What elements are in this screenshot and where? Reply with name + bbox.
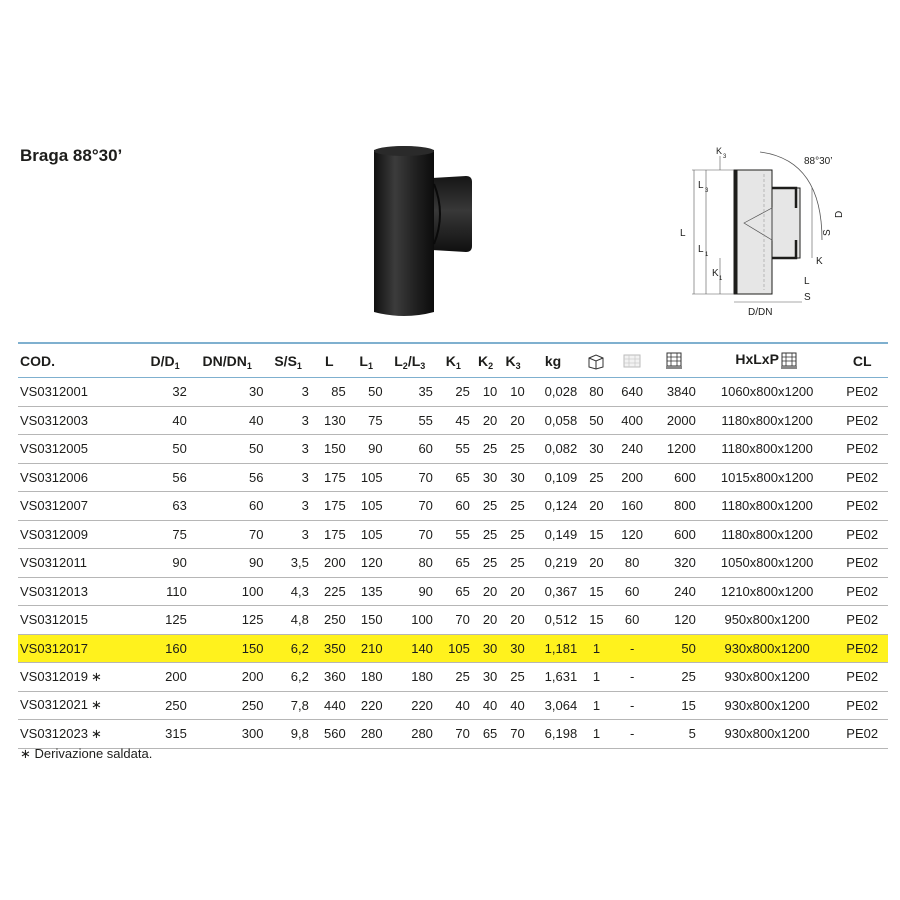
- table-cell: -: [614, 663, 651, 692]
- table-cell: 0,149: [527, 520, 579, 549]
- table-cell: 55: [435, 435, 472, 464]
- table-cell: 200: [311, 549, 348, 578]
- table-cell: 30: [189, 378, 266, 407]
- table-cell: 30: [499, 634, 526, 663]
- table-cell: 4,8: [265, 606, 310, 635]
- column-header: CL: [836, 343, 888, 378]
- welded-branch-mark: ∗: [90, 668, 102, 684]
- table-cell: 25: [472, 520, 499, 549]
- d-dn-label: D/DN: [748, 307, 773, 318]
- svg-text:S: S: [804, 292, 811, 303]
- table-cell: 15: [579, 520, 613, 549]
- svg-text:1: 1: [719, 276, 723, 282]
- table-cell: 1: [579, 691, 613, 720]
- pipe-tee-photo: [360, 140, 480, 320]
- table-cell: 0,058: [527, 406, 579, 435]
- table-cell: 105: [348, 463, 385, 492]
- table-cell: PE02: [836, 378, 888, 407]
- table-cell: PE02: [836, 492, 888, 521]
- table-cell: 1: [579, 720, 613, 749]
- table-cell: 60: [614, 606, 651, 635]
- table-cell: PE02: [836, 634, 888, 663]
- table-cell: 70: [385, 520, 435, 549]
- l-label: L: [680, 228, 686, 239]
- table-cell: 70: [435, 606, 472, 635]
- table-cell: 50: [348, 378, 385, 407]
- box-icon: [586, 352, 606, 370]
- table-cell: 105: [348, 520, 385, 549]
- table-cell: 70: [189, 520, 266, 549]
- table-cell: PE02: [836, 549, 888, 578]
- column-header: $D/D_1$: [141, 343, 189, 378]
- table-cell: 240: [614, 435, 651, 464]
- table-cell: 225: [311, 577, 348, 606]
- column-header: [651, 343, 698, 378]
- table-cell: PE02: [836, 520, 888, 549]
- table-cell: 105: [348, 492, 385, 521]
- table-cell: 65: [435, 463, 472, 492]
- table-cell: 40: [435, 691, 472, 720]
- footnote: [20, 746, 152, 762]
- table-cell: 50: [651, 634, 698, 663]
- svg-text:3: 3: [705, 188, 709, 194]
- welded-branch-mark: ∗: [90, 725, 102, 741]
- table-cell: 0,512: [527, 606, 579, 635]
- table-cell: VS0312021 ∗: [18, 691, 141, 720]
- table-cell: 25: [472, 492, 499, 521]
- table-cell: 40: [189, 406, 266, 435]
- table-cell: 3: [265, 435, 310, 464]
- table-cell: 70: [385, 492, 435, 521]
- table-cell: 3: [265, 492, 310, 521]
- table-cell: 1,631: [527, 663, 579, 692]
- table-cell: 50: [579, 406, 613, 435]
- table-cell: 350: [311, 634, 348, 663]
- table-cell: 5: [651, 720, 698, 749]
- table-cell: PE02: [836, 435, 888, 464]
- table-cell: 56: [189, 463, 266, 492]
- table-cell: 50: [189, 435, 266, 464]
- table-cell: 175: [311, 520, 348, 549]
- table-cell: 1210x800x1200: [698, 577, 837, 606]
- table-cell: 640: [614, 378, 651, 407]
- table-cell: 85: [311, 378, 348, 407]
- table-cell: 250: [311, 606, 348, 635]
- table-cell: 440: [311, 691, 348, 720]
- column-header: $S/S_1$: [265, 343, 310, 378]
- column-header: HxLxP: [698, 343, 837, 378]
- column-header: L: [311, 343, 348, 378]
- table-cell: 20: [499, 606, 526, 635]
- table-cell: 1060x800x1200: [698, 378, 837, 407]
- table-cell: 1180x800x1200: [698, 520, 837, 549]
- table-cell: 140: [385, 634, 435, 663]
- table-cell: 800: [651, 492, 698, 521]
- svg-text:L: L: [698, 244, 704, 255]
- table-cell: 150: [189, 634, 266, 663]
- table-cell: 3: [265, 463, 310, 492]
- table-cell: 25: [499, 549, 526, 578]
- table-row: [18, 720, 888, 749]
- table-cell: 30: [472, 663, 499, 692]
- table-cell: 100: [189, 577, 266, 606]
- table-cell: 40: [141, 406, 189, 435]
- table-cell: 60: [385, 435, 435, 464]
- table-cell: 1: [579, 634, 613, 663]
- table-cell: 120: [651, 606, 698, 635]
- table-cell: 30: [472, 463, 499, 492]
- table-cell: 20: [579, 492, 613, 521]
- table-cell: -: [614, 634, 651, 663]
- table-cell: 75: [348, 406, 385, 435]
- column-header: $K_3$: [499, 343, 526, 378]
- table-cell: 400: [614, 406, 651, 435]
- table-cell: 20: [472, 606, 499, 635]
- table-cell: 930x800x1200: [698, 663, 837, 692]
- footnote-star: ∗: [20, 746, 31, 761]
- table-cell: 1180x800x1200: [698, 406, 837, 435]
- table-cell: 200: [189, 663, 266, 692]
- table-cell: 100: [385, 606, 435, 635]
- table-cell: 120: [614, 520, 651, 549]
- table-cell: 20: [579, 549, 613, 578]
- table-cell: 60: [189, 492, 266, 521]
- column-header: $L_1$: [348, 343, 385, 378]
- table-cell: 90: [385, 577, 435, 606]
- table-cell: 55: [385, 406, 435, 435]
- table-cell: 0,219: [527, 549, 579, 578]
- table-cell: 320: [651, 549, 698, 578]
- table-cell: 3: [265, 378, 310, 407]
- table-cell: 175: [311, 463, 348, 492]
- table-cell: 125: [189, 606, 266, 635]
- table-cell: PE02: [836, 577, 888, 606]
- table-cell: 15: [579, 606, 613, 635]
- table-cell: 90: [348, 435, 385, 464]
- column-header: kg: [527, 343, 579, 378]
- table-cell: 4,3: [265, 577, 310, 606]
- column-header: [614, 343, 651, 378]
- table-cell: 25: [499, 520, 526, 549]
- svg-text:1: 1: [705, 252, 709, 258]
- table-cell: 3: [265, 520, 310, 549]
- table-cell: 125: [141, 606, 189, 635]
- table-cell: VS0312023 ∗: [18, 720, 141, 749]
- crate-icon: [622, 352, 642, 370]
- table-cell: 10: [499, 378, 526, 407]
- table-cell: VS0312019 ∗: [18, 663, 141, 692]
- table-cell: 180: [385, 663, 435, 692]
- table-cell: 120: [348, 549, 385, 578]
- table-cell: 240: [651, 577, 698, 606]
- table-cell: VS0312007: [18, 492, 141, 521]
- svg-text:K: K: [712, 268, 719, 279]
- spec-table: [18, 342, 888, 749]
- table-row: [18, 691, 888, 720]
- table-cell: 315: [141, 720, 189, 749]
- table-cell: 90: [141, 549, 189, 578]
- table-cell: 360: [311, 663, 348, 692]
- svg-text:S: S: [822, 229, 833, 236]
- table-cell: 280: [385, 720, 435, 749]
- table-cell: VS0312006: [18, 463, 141, 492]
- table-cell: 0,367: [527, 577, 579, 606]
- table-cell: 200: [614, 463, 651, 492]
- table-cell: 7,8: [265, 691, 310, 720]
- column-header: COD.: [18, 343, 141, 378]
- table-cell: 55: [435, 520, 472, 549]
- table-cell: 300: [189, 720, 266, 749]
- table-cell: VS0312011: [18, 549, 141, 578]
- table-cell: 30: [499, 463, 526, 492]
- table-cell: 9,8: [265, 720, 310, 749]
- table-cell: VS0312013: [18, 577, 141, 606]
- table-cell: 45: [435, 406, 472, 435]
- table-cell: 20: [472, 406, 499, 435]
- column-header: [579, 343, 613, 378]
- table-cell: 560: [311, 720, 348, 749]
- column-header: $L_2/L_3$: [385, 343, 435, 378]
- table-cell: 220: [348, 691, 385, 720]
- table-body: [18, 378, 888, 749]
- table-cell: 30: [579, 435, 613, 464]
- table-cell: 25: [499, 492, 526, 521]
- table-cell: 25: [435, 378, 472, 407]
- table-cell: PE02: [836, 720, 888, 749]
- welded-branch-mark: ∗: [90, 697, 102, 713]
- table-cell: 930x800x1200: [698, 634, 837, 663]
- table-row: [18, 406, 888, 435]
- table-cell: 1050x800x1200: [698, 549, 837, 578]
- table-cell: 70: [435, 720, 472, 749]
- table-cell: VS0312009: [18, 520, 141, 549]
- table-cell: 0,028: [527, 378, 579, 407]
- table-cell: 1: [579, 663, 613, 692]
- table-row: [18, 435, 888, 464]
- table-cell: 160: [614, 492, 651, 521]
- table-cell: 15: [579, 577, 613, 606]
- table-cell: VS0312001: [18, 378, 141, 407]
- table-cell: PE02: [836, 406, 888, 435]
- table-cell: PE02: [836, 691, 888, 720]
- table-cell: 130: [311, 406, 348, 435]
- table-cell: 950x800x1200: [698, 606, 837, 635]
- table-cell: 250: [189, 691, 266, 720]
- table-cell: 40: [499, 691, 526, 720]
- svg-text:L: L: [804, 276, 810, 287]
- table-row: [18, 549, 888, 578]
- table-cell: 25: [472, 435, 499, 464]
- angle-label: 88°30’: [804, 156, 833, 167]
- table-cell: 65: [435, 549, 472, 578]
- table-cell: 1015x800x1200: [698, 463, 837, 492]
- table-cell: 25: [472, 549, 499, 578]
- svg-text:D: D: [834, 210, 845, 218]
- table-cell: 250: [141, 691, 189, 720]
- table-cell: 63: [141, 492, 189, 521]
- table-cell: 20: [472, 577, 499, 606]
- table-cell: 6,2: [265, 663, 310, 692]
- table-cell: VS0312015: [18, 606, 141, 635]
- table-cell: 15: [651, 691, 698, 720]
- table-cell: -: [614, 691, 651, 720]
- table-cell: 20: [499, 406, 526, 435]
- table-cell: 220: [385, 691, 435, 720]
- column-header: $DN/DN_1$: [189, 343, 266, 378]
- table-cell: 32: [141, 378, 189, 407]
- table-row: [18, 378, 888, 407]
- table-cell: 160: [141, 634, 189, 663]
- table-cell: 65: [435, 577, 472, 606]
- table-cell: 200: [141, 663, 189, 692]
- column-header: $K_1$: [435, 343, 472, 378]
- table-header-row: [18, 343, 888, 378]
- table-cell: PE02: [836, 606, 888, 635]
- table-cell: 180: [348, 663, 385, 692]
- table-cell: 56: [141, 463, 189, 492]
- table-cell: 3840: [651, 378, 698, 407]
- table-cell: 50: [141, 435, 189, 464]
- table-row: [18, 577, 888, 606]
- table-cell: 40: [472, 691, 499, 720]
- table-row: [18, 463, 888, 492]
- pallet-icon: [664, 352, 684, 370]
- table-cell: -: [614, 720, 651, 749]
- page-title: Braga 88°30’: [20, 146, 123, 165]
- table-cell: 6,2: [265, 634, 310, 663]
- table-row: [18, 663, 888, 692]
- table-cell: 930x800x1200: [698, 720, 837, 749]
- table-cell: 10: [472, 378, 499, 407]
- footnote-text: Derivazione saldata.: [34, 746, 153, 761]
- table-cell: 600: [651, 520, 698, 549]
- table-cell: VS0312003: [18, 406, 141, 435]
- table-cell: 80: [614, 549, 651, 578]
- table-cell: 150: [311, 435, 348, 464]
- svg-text:K: K: [816, 256, 823, 267]
- table-cell: 25: [499, 663, 526, 692]
- table-cell: 6,198: [527, 720, 579, 749]
- svg-text:3: 3: [723, 154, 727, 160]
- table-cell: 0,082: [527, 435, 579, 464]
- table-cell: PE02: [836, 463, 888, 492]
- table-cell: 25: [435, 663, 472, 692]
- table-cell: 75: [141, 520, 189, 549]
- table-cell: 60: [614, 577, 651, 606]
- pallet-icon: [779, 352, 799, 370]
- table-cell: 60: [435, 492, 472, 521]
- table-cell: 175: [311, 492, 348, 521]
- table-cell: 0,109: [527, 463, 579, 492]
- table-cell: 210: [348, 634, 385, 663]
- table-cell: 930x800x1200: [698, 691, 837, 720]
- table-row: [18, 492, 888, 521]
- table-cell: 80: [579, 378, 613, 407]
- table-cell: 65: [472, 720, 499, 749]
- technical-drawing: [672, 140, 872, 320]
- table-cell: 25: [499, 435, 526, 464]
- table-cell: 110: [141, 577, 189, 606]
- table-cell: 3: [265, 406, 310, 435]
- table-cell: 1200: [651, 435, 698, 464]
- table-cell: 3,5: [265, 549, 310, 578]
- table-cell: 1,181: [527, 634, 579, 663]
- svg-text:L: L: [698, 180, 704, 191]
- table-cell: 35: [385, 378, 435, 407]
- table-cell: 3,064: [527, 691, 579, 720]
- table-cell: 25: [651, 663, 698, 692]
- table-cell: 150: [348, 606, 385, 635]
- table-cell: PE02: [836, 663, 888, 692]
- table-cell: 2000: [651, 406, 698, 435]
- table-cell: 70: [385, 463, 435, 492]
- column-header: $K_2$: [472, 343, 499, 378]
- table-cell: 90: [189, 549, 266, 578]
- table-cell: 0,124: [527, 492, 579, 521]
- table-cell: 1180x800x1200: [698, 492, 837, 521]
- table-row: [18, 634, 888, 663]
- table-cell: VS0312017: [18, 634, 141, 663]
- table-cell: 135: [348, 577, 385, 606]
- table-row: [18, 520, 888, 549]
- k3-label: K: [716, 146, 723, 156]
- table-cell: 70: [499, 720, 526, 749]
- table-cell: 30: [472, 634, 499, 663]
- table-cell: 105: [435, 634, 472, 663]
- table-cell: 25: [579, 463, 613, 492]
- table-cell: 1180x800x1200: [698, 435, 837, 464]
- table-row: [18, 606, 888, 635]
- table-cell: 20: [499, 577, 526, 606]
- table-cell: 600: [651, 463, 698, 492]
- table-cell: VS0312005: [18, 435, 141, 464]
- table-cell: 80: [385, 549, 435, 578]
- table-cell: 280: [348, 720, 385, 749]
